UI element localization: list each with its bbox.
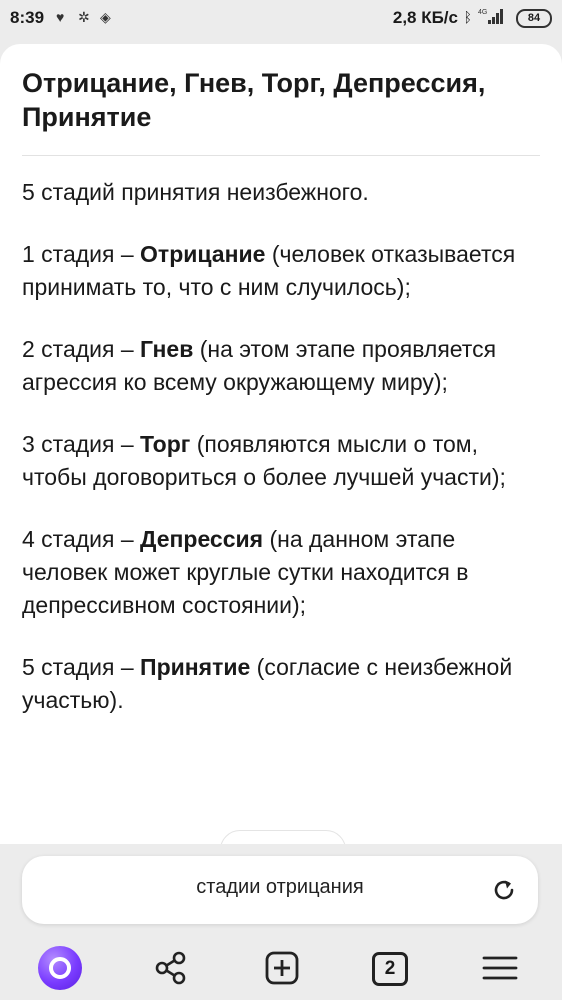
heart-app-icon: ♥ (56, 9, 65, 25)
pinwheel-app-icon: ✲ (78, 9, 90, 25)
bluetooth-icon: ᛒ (463, 9, 472, 25)
stage-prefix: 1 стадия – (22, 241, 141, 267)
search-bar[interactable] (22, 856, 538, 924)
article-body (22, 176, 542, 746)
tabs-icon[interactable]: 2 (372, 952, 408, 986)
stage-name: Отрицание (140, 241, 266, 267)
stage-paragraph (22, 428, 542, 494)
battery-icon: 84 (516, 9, 552, 28)
stage-paragraph (22, 523, 542, 622)
stage-name: Депрессия (140, 526, 264, 552)
stage-paragraph (22, 651, 542, 717)
new-tab-icon[interactable] (258, 944, 306, 992)
stage-paragraph (22, 333, 542, 399)
stage-name: Гнев (140, 336, 194, 362)
status-bar (0, 0, 562, 34)
stage-description: (появляются мысли о том, чтобы договориться о более лучшей участи); (22, 431, 506, 490)
stage-name: Принятие (140, 654, 251, 680)
article-intro: 5 стадий принятия неизбежного. (22, 179, 369, 205)
stage-name: Торг (140, 431, 191, 457)
alice-assistant-icon[interactable] (38, 946, 82, 990)
search-query[interactable]: стадии отрицания (196, 876, 364, 898)
article-card (0, 44, 562, 844)
stage-prefix: 4 стадия – (22, 526, 141, 552)
signal-icon (476, 7, 506, 25)
reload-icon[interactable] (490, 876, 518, 904)
more-button[interactable] (220, 830, 346, 844)
stage-prefix: 3 стадия – (22, 431, 141, 457)
layers-app-icon: ◈ (100, 9, 111, 25)
stage-description: (на этом этапе проявляется агрессия ко всему окружающему миру); (22, 336, 497, 395)
stage-description: (согласие с неизбежной участью). (22, 654, 513, 713)
bottom-navigation (0, 934, 562, 1000)
stage-paragraph (22, 238, 542, 304)
divider (22, 155, 540, 156)
network-type: 4G (478, 9, 488, 16)
stage-prefix: 2 стадия – (22, 336, 141, 362)
menu-icon[interactable] (476, 944, 524, 992)
clock: 8:39 (10, 8, 45, 27)
network-speed: 2,8 КБ/с (392, 8, 458, 27)
stage-description: (человек отказывается принимать то, что с ним случилось); (22, 241, 516, 300)
stage-description: (на данном этапе человек может круглые сутки находится в депрессивном состоянии); (22, 526, 469, 618)
article-title: Отрицание, Гнев, Торг, Депрессия, Принятие (22, 68, 486, 132)
share-icon[interactable] (146, 944, 194, 992)
stage-prefix: 5 стадия – (22, 654, 141, 680)
